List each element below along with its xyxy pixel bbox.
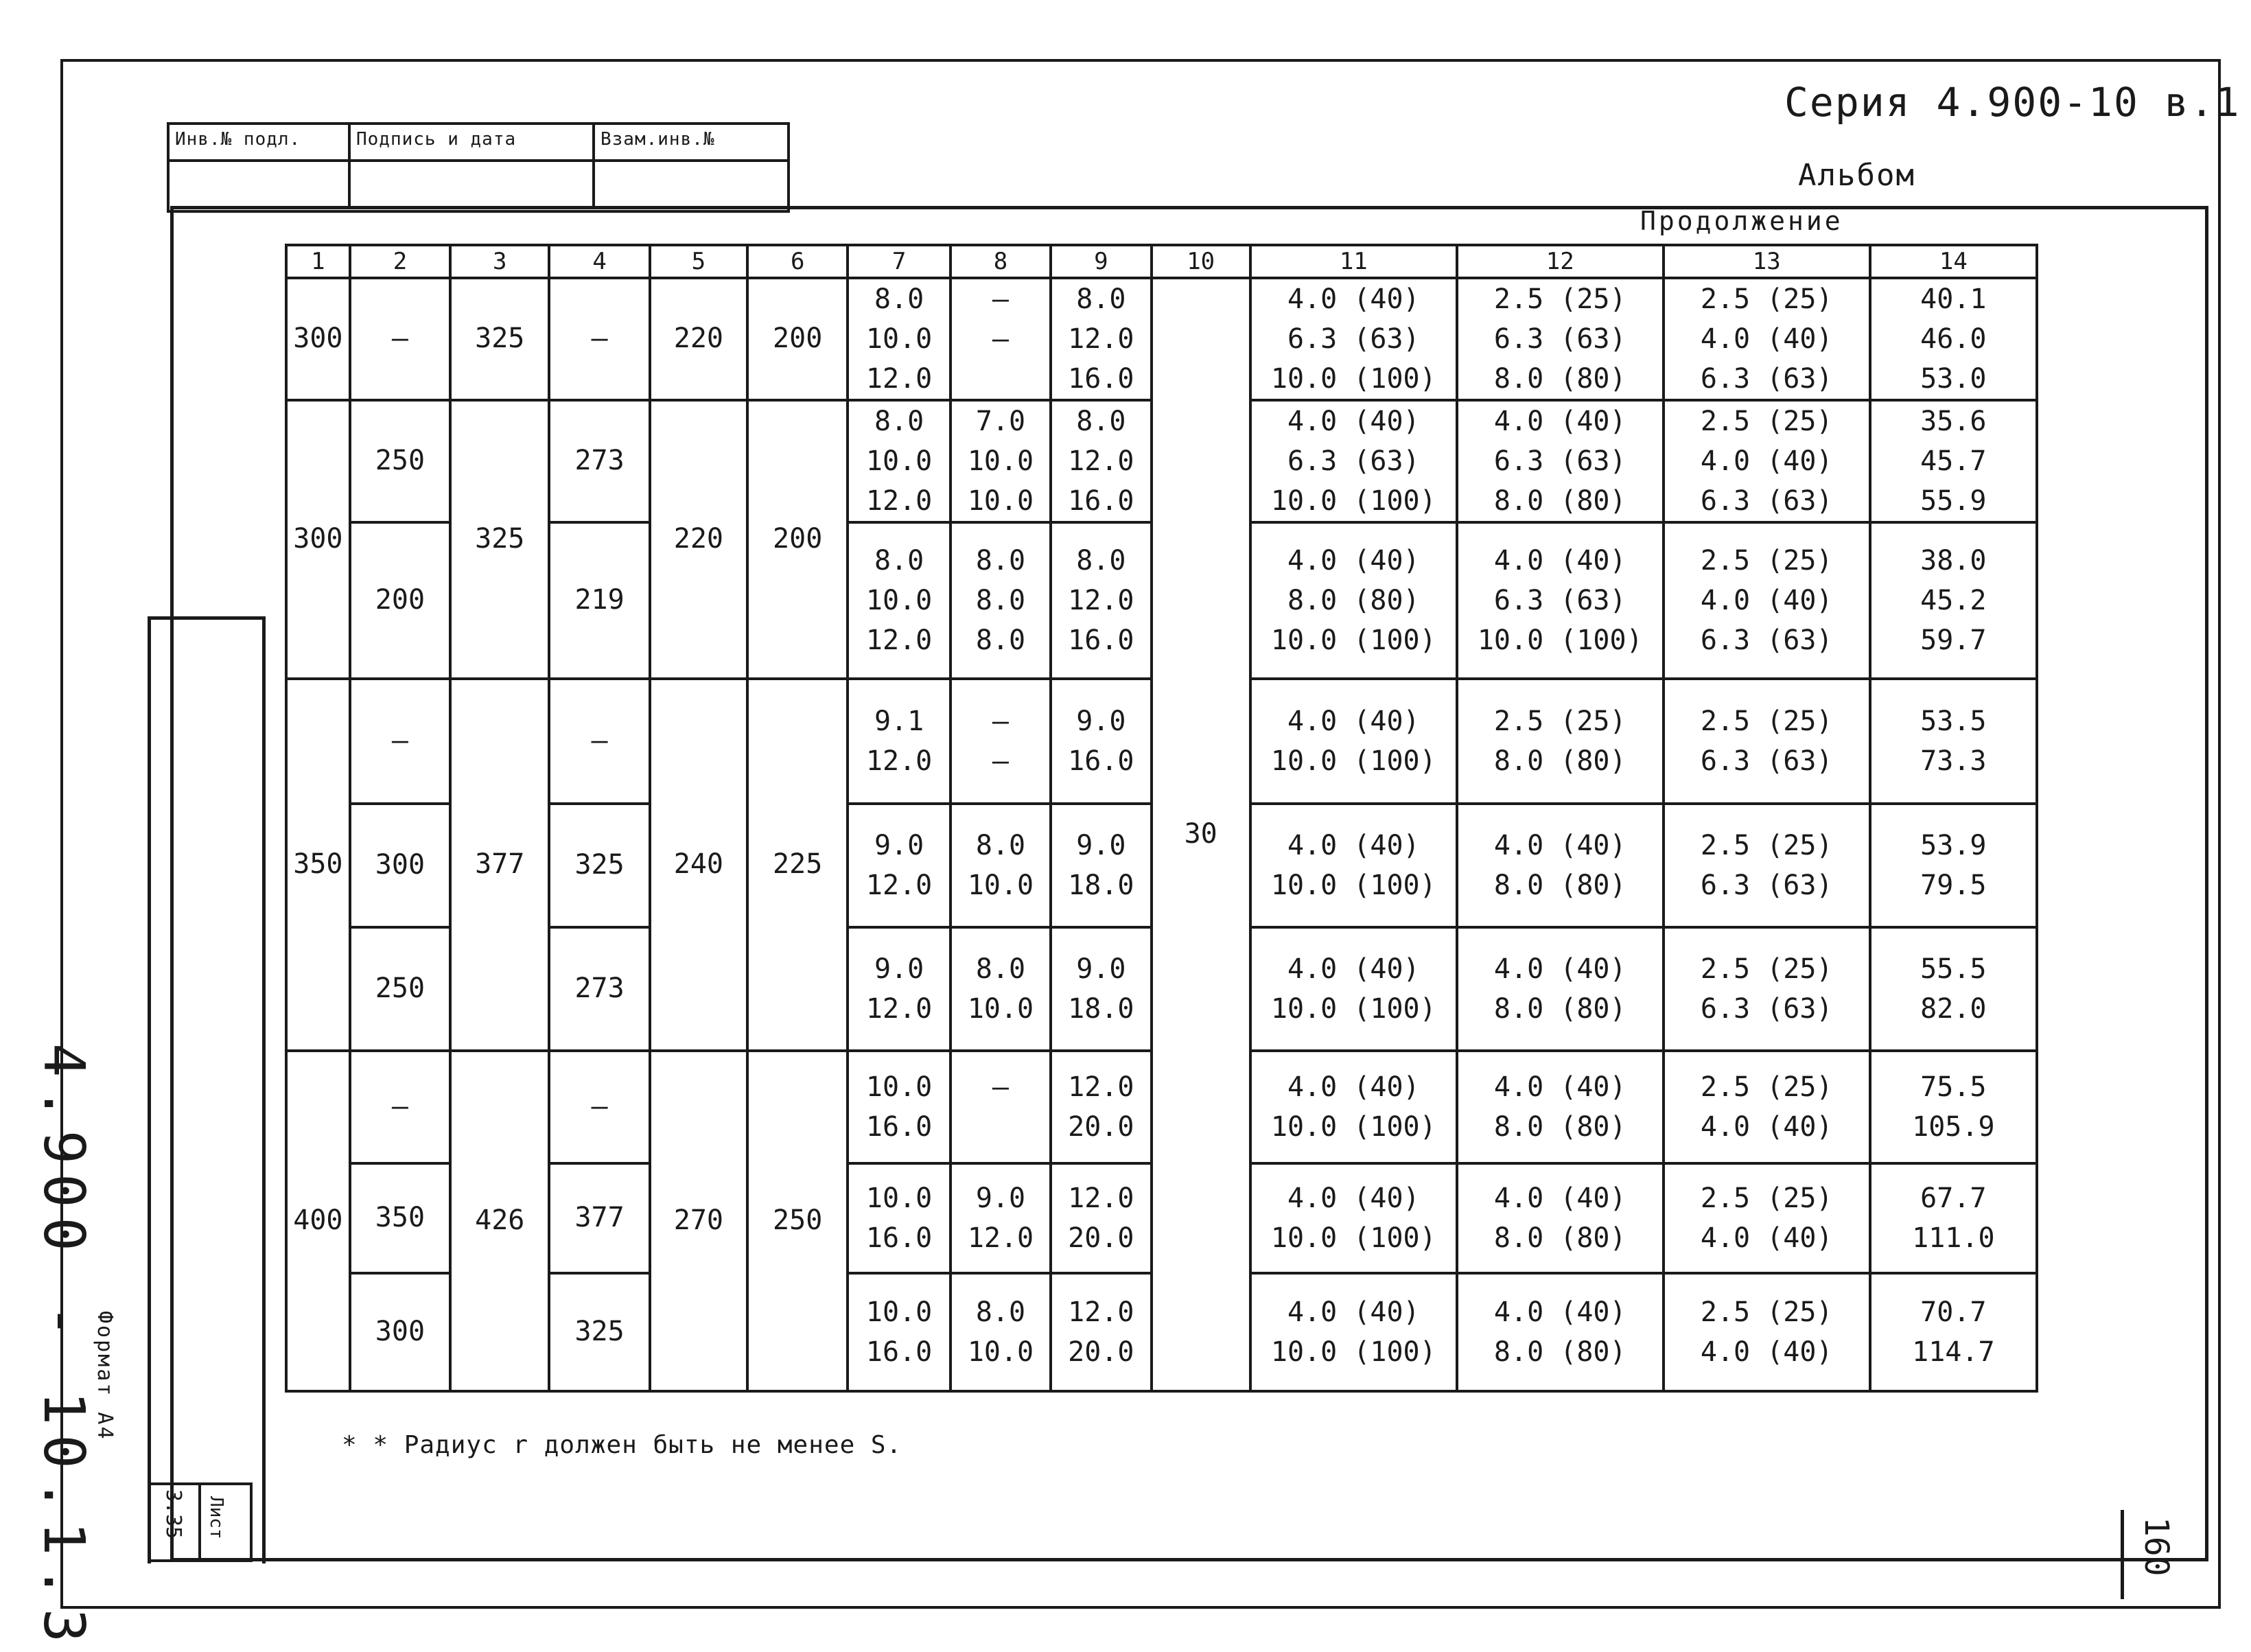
cell-pressure-12-line: 8.0 (80) — [1493, 1111, 1626, 1143]
cell-wall-7-line: 9.0 — [874, 953, 924, 985]
cell-wall-8-line: — — [992, 745, 1010, 777]
cell-wall-7-line: 16.0 — [865, 1111, 933, 1143]
cell-wall-9-line: 20.0 — [1068, 1336, 1134, 1368]
stamp-cell-replaces — [595, 125, 784, 207]
column-header-12: 12 — [1457, 245, 1664, 278]
cell-wall-8-line: 9.0 — [975, 1183, 1026, 1214]
cell-dimension-5: 240 — [650, 679, 747, 1051]
cell-pressure-13-line: 4.0 (40) — [1700, 585, 1833, 616]
column-header-11: 11 — [1250, 245, 1457, 278]
cell-branch-outer-diameter: 219 — [549, 522, 649, 679]
cell-wall-8-line: — — [992, 1071, 1010, 1103]
cell-wall-9 — [1051, 679, 1151, 804]
cell-pressure-13 — [1664, 400, 1870, 522]
cell-wall-7-line: 9.1 — [874, 706, 924, 737]
cell-mass-14-line: 59.7 — [1920, 625, 1987, 656]
cell-pressure-11-line: 4.0 (40) — [1287, 545, 1420, 577]
column-10-value: 30 — [1184, 818, 1217, 850]
cell-outer-diameter: 377 — [450, 679, 549, 1051]
cell-pressure-12 — [1457, 400, 1664, 522]
cell-wall-9-line: 12.0 — [1068, 1071, 1134, 1103]
side-code-box — [148, 616, 266, 1563]
cell-mass-14-line: 45.7 — [1920, 445, 1987, 477]
cell-pressure-12-line: 8.0 (80) — [1493, 993, 1626, 1025]
cell-wall-9-line: 18.0 — [1068, 870, 1134, 901]
cell-pressure-12-line: 8.0 (80) — [1493, 1222, 1626, 1254]
cell-wall-8-line: 10.0 — [967, 1336, 1034, 1368]
cell-pressure-11 — [1250, 927, 1457, 1051]
cell-wall-7-line: 12.0 — [865, 625, 933, 656]
column-header-8: 8 — [950, 245, 1051, 278]
cell-pressure-13 — [1664, 927, 1870, 1051]
cell-wall-7-line: 10.0 — [865, 445, 933, 477]
cell-wall-7-line: 10.0 — [865, 1296, 933, 1328]
cell-outer-diameter: 325 — [450, 278, 549, 400]
cell-wall-8-line: 8.0 — [975, 953, 1026, 985]
cell-wall-7-line: 12.0 — [865, 363, 933, 395]
cell-wall-7-line: 12.0 — [865, 870, 933, 901]
stamp-cell-signature — [351, 125, 595, 207]
cell-wall-8-line: — — [992, 706, 1010, 737]
cell-pressure-13 — [1664, 1051, 1870, 1163]
cell-branch-outer-diameter: 325 — [549, 804, 649, 927]
cell-wall-9-line: 12.0 — [1068, 1296, 1134, 1328]
cell-branch-diameter: — — [350, 1051, 450, 1163]
cell-wall-9-line: 12.0 — [1068, 445, 1134, 477]
cell-pressure-12 — [1457, 927, 1664, 1051]
cell-wall-9 — [1051, 278, 1151, 400]
cell-wall-8-line: 8.0 — [975, 545, 1026, 577]
cell-pressure-11-line: 10.0 (100) — [1270, 485, 1436, 517]
cell-wall-7-line: 10.0 — [865, 585, 933, 616]
cell-pressure-12 — [1457, 804, 1664, 927]
cell-branch-diameter: 300 — [350, 1273, 450, 1391]
column-header-3: 3 — [450, 245, 549, 278]
cell-mass-14 — [1870, 679, 2037, 804]
cell-wall-9-line: 12.0 — [1068, 1183, 1134, 1214]
cell-wall-9-line: 16.0 — [1068, 625, 1134, 656]
cell-dimension-5: 220 — [650, 400, 747, 679]
cell-pressure-13 — [1664, 1163, 1870, 1273]
cell-pressure-11-line: 4.0 (40) — [1287, 406, 1420, 437]
cell-wall-8-line — [952, 359, 1049, 399]
cell-mass-14-line: 79.5 — [1920, 870, 1987, 901]
cell-branch-diameter: 250 — [350, 927, 450, 1051]
cell-wall-9-line: 20.0 — [1068, 1111, 1134, 1143]
cell-wall-7-line: 10.0 — [865, 1183, 933, 1214]
cell-pressure-13 — [1664, 804, 1870, 927]
stamp-inv-label: Инв.№ подл. — [175, 129, 301, 150]
cell-pressure-11-line: 6.3 (63) — [1287, 445, 1420, 477]
cell-wall-7-line: 12.0 — [865, 485, 933, 517]
cell-pressure-12 — [1457, 522, 1664, 679]
specification-table — [285, 244, 2038, 1441]
cell-pressure-11-line: 10.0 (100) — [1270, 625, 1436, 656]
cell-mass-14-line: 67.7 — [1920, 1183, 1987, 1214]
cell-branch-outer-diameter: — — [549, 1051, 649, 1163]
column-header-5: 5 — [650, 245, 747, 278]
cell-pressure-13 — [1664, 1273, 1870, 1391]
cell-wall-7-line: 16.0 — [865, 1222, 933, 1254]
cell-pressure-12-line: 6.3 (63) — [1493, 445, 1626, 477]
cell-pressure-11-line: 10.0 (100) — [1270, 870, 1436, 901]
column-header-9: 9 — [1051, 245, 1151, 278]
cell-mass-14 — [1870, 1273, 2037, 1391]
cell-mass-14 — [1870, 1163, 2037, 1273]
cell-branch-diameter: — — [350, 679, 450, 804]
cell-wall-9-line: 8.0 — [1076, 406, 1126, 437]
cell-wall-9 — [1051, 1051, 1151, 1163]
cell-wall-8-line: 8.0 — [975, 625, 1026, 656]
cell-pressure-12-line: 10.0 (100) — [1477, 625, 1643, 656]
cell-pressure-13-line: 2.5 (25) — [1700, 1296, 1833, 1328]
cell-pressure-12-line: 8.0 (80) — [1493, 485, 1626, 517]
cell-branch-outer-diameter: 273 — [549, 400, 649, 522]
cell-wall-9-line: 9.0 — [1076, 706, 1126, 737]
cell-nominal-diameter: 300 — [286, 400, 350, 679]
cell-pressure-13-line: 2.5 (25) — [1700, 830, 1833, 861]
cell-mass-14-line: 53.5 — [1920, 706, 1987, 737]
cell-pressure-12-line: 2.5 (25) — [1493, 706, 1626, 737]
cell-pressure-12-line: 4.0 (40) — [1493, 953, 1626, 985]
cell-pressure-13-line: 4.0 (40) — [1700, 1222, 1833, 1254]
cell-branch-diameter: 350 — [350, 1163, 450, 1273]
cell-wall-8 — [950, 679, 1051, 804]
cell-pressure-11-line: 10.0 (100) — [1270, 1111, 1436, 1143]
cell-wall-8 — [950, 522, 1051, 679]
cell-mass-14-line: 53.0 — [1920, 363, 1987, 395]
cell-wall-9-line: 9.0 — [1076, 830, 1126, 861]
column-header-1: 1 — [286, 245, 350, 278]
cell-wall-7 — [848, 522, 950, 679]
cell-pressure-12 — [1457, 1051, 1664, 1163]
data-table — [285, 244, 2038, 1393]
cell-dimension-6: 200 — [747, 400, 848, 679]
cell-outer-diameter: 426 — [450, 1051, 549, 1391]
cell-pressure-11-line: 10.0 (100) — [1270, 363, 1436, 395]
cell-wall-8 — [950, 804, 1051, 927]
cell-wall-7 — [848, 1163, 950, 1273]
cell-mass-14 — [1870, 927, 2037, 1051]
cell-pressure-12-line: 4.0 (40) — [1493, 1071, 1626, 1103]
cell-mass-14 — [1870, 400, 2037, 522]
cell-pressure-11 — [1250, 1163, 1457, 1273]
cell-dimension-6: 225 — [747, 679, 848, 1051]
cell-wall-9-line: 16.0 — [1068, 363, 1134, 395]
cell-mass-14-line: 35.6 — [1920, 406, 1987, 437]
column-header-4: 4 — [549, 245, 649, 278]
cell-pressure-11-line: 4.0 (40) — [1287, 830, 1420, 861]
cell-pressure-11-line: 4.0 (40) — [1287, 1183, 1420, 1214]
cell-mass-14-line: 75.5 — [1920, 1071, 1987, 1103]
cell-pressure-12-line: 4.0 (40) — [1493, 406, 1626, 437]
sheet-number: 3.35 — [161, 1489, 185, 1539]
cell-pressure-11-line: 6.3 (63) — [1287, 323, 1420, 355]
cell-pressure-13-line: 2.5 (25) — [1700, 953, 1833, 985]
cell-wall-8-line: 10.0 — [967, 993, 1034, 1025]
cell-pressure-13-line: 4.0 (40) — [1700, 323, 1833, 355]
cell-wall-7 — [848, 1273, 950, 1391]
cell-pressure-12-line: 4.0 (40) — [1493, 1183, 1626, 1214]
cell-wall-7-line: 12.0 — [865, 993, 933, 1025]
cell-pressure-11-line: 10.0 (100) — [1270, 1222, 1436, 1254]
cell-dimension-6: 250 — [747, 1051, 848, 1391]
cell-branch-diameter: — — [350, 278, 450, 400]
cell-wall-8-line: 7.0 — [975, 406, 1026, 437]
cell-pressure-13-line: 6.3 (63) — [1700, 625, 1833, 656]
cell-pressure-13-line: 6.3 (63) — [1700, 745, 1833, 777]
cell-branch-diameter: 300 — [350, 804, 450, 927]
cell-pressure-11-line: 10.0 (100) — [1270, 745, 1436, 777]
cell-wall-9-line: 16.0 — [1068, 485, 1134, 517]
cell-branch-diameter: 250 — [350, 400, 450, 522]
column-header-6: 6 — [747, 245, 848, 278]
cell-pressure-11-line: 4.0 (40) — [1287, 953, 1420, 985]
title-stamp — [167, 122, 790, 213]
cell-wall-9 — [1051, 927, 1151, 1051]
cell-mass-14-line: 70.7 — [1920, 1296, 1987, 1328]
cell-wall-8 — [950, 400, 1051, 522]
cell-pressure-13 — [1664, 278, 1870, 400]
stamp-signature-label: Подпись и дата — [356, 129, 517, 150]
cell-mass-14-line: 105.9 — [1912, 1111, 1995, 1143]
cell-wall-8-line: 8.0 — [975, 1296, 1026, 1328]
cell-pressure-13-line: 6.3 (63) — [1700, 993, 1833, 1025]
cell-pressure-13-line: 4.0 (40) — [1700, 1336, 1833, 1368]
document-code: 4.900 - 10.1.3 — [31, 1043, 96, 1652]
cell-wall-9 — [1051, 1163, 1151, 1273]
column-header-2: 2 — [350, 245, 450, 278]
cell-wall-7-line: 10.0 — [865, 323, 933, 355]
cell-pressure-13-line: 4.0 (40) — [1700, 1111, 1833, 1143]
cell-wall-7-line: 9.0 — [874, 830, 924, 861]
cell-mass-14-line: 55.9 — [1920, 485, 1987, 517]
cell-wall-7-line: 12.0 — [865, 745, 933, 777]
cell-mass-14 — [1870, 278, 2037, 400]
cell-mass-14-line: 46.0 — [1920, 323, 1987, 355]
cell-wall-9-line: 12.0 — [1068, 585, 1134, 616]
sheet-label: Лист — [206, 1496, 226, 1539]
cell-pressure-13-line: 6.3 (63) — [1700, 485, 1833, 517]
cell-column-10 — [1152, 278, 1250, 1391]
cell-wall-9-line: 16.0 — [1068, 745, 1134, 777]
cell-pressure-13-line: 6.3 (63) — [1700, 870, 1833, 901]
cell-pressure-13-line: 2.5 (25) — [1700, 1071, 1833, 1103]
cell-mass-14-line: 38.0 — [1920, 545, 1987, 577]
cell-outer-diameter: 325 — [450, 400, 549, 679]
cell-pressure-12 — [1457, 278, 1664, 400]
cell-pressure-13-line: 2.5 (25) — [1700, 1183, 1833, 1214]
cell-dimension-6: 200 — [747, 278, 848, 400]
cell-wall-7 — [848, 927, 950, 1051]
cell-dimension-5: 220 — [650, 278, 747, 400]
cell-pressure-11 — [1250, 1051, 1457, 1163]
cell-wall-8 — [950, 278, 1051, 400]
cell-wall-8-line: 10.0 — [967, 485, 1034, 517]
cell-pressure-11-line: 10.0 (100) — [1270, 1336, 1436, 1368]
cell-wall-8-line: 10.0 — [967, 445, 1034, 477]
cell-pressure-13-line: 2.5 (25) — [1700, 706, 1833, 737]
table-row — [286, 278, 2037, 400]
album-label: Альбом — [1798, 158, 1915, 193]
cell-branch-diameter: 200 — [350, 522, 450, 679]
column-header-14: 14 — [1870, 245, 2037, 278]
cell-dimension-5: 270 — [650, 1051, 747, 1391]
cell-pressure-12-line: 8.0 (80) — [1493, 870, 1626, 901]
cell-wall-7 — [848, 804, 950, 927]
cell-pressure-12-line: 4.0 (40) — [1493, 545, 1626, 577]
cell-pressure-11-line: 4.0 (40) — [1287, 706, 1420, 737]
cell-mass-14-line: 73.3 — [1920, 745, 1987, 777]
cell-mass-14-line: 111.0 — [1912, 1222, 1995, 1254]
cell-wall-9 — [1051, 522, 1151, 679]
cell-wall-8-line: — — [992, 323, 1010, 355]
cell-wall-8 — [950, 1273, 1051, 1391]
cell-wall-9-line: 20.0 — [1068, 1222, 1134, 1254]
cell-wall-8-line: 12.0 — [967, 1222, 1034, 1254]
format-label: Формат А4 — [93, 1311, 117, 1441]
cell-wall-9 — [1051, 1273, 1151, 1391]
cell-pressure-12-line: 8.0 (80) — [1493, 1336, 1626, 1368]
cell-wall-7 — [848, 400, 950, 522]
cell-wall-8 — [950, 1163, 1051, 1273]
cell-wall-8-line: 10.0 — [967, 870, 1034, 901]
cell-pressure-12-line: 6.3 (63) — [1493, 585, 1626, 616]
cell-pressure-12 — [1457, 1163, 1664, 1273]
cell-pressure-11-line: 10.0 (100) — [1270, 993, 1436, 1025]
cell-pressure-11-line: 4.0 (40) — [1287, 1071, 1420, 1103]
cell-wall-8-line — [952, 1107, 1049, 1147]
cell-wall-9-line: 9.0 — [1076, 953, 1126, 985]
cell-wall-7 — [848, 278, 950, 400]
stamp-cell-inv — [170, 125, 351, 207]
cell-pressure-13-line: 2.5 (25) — [1700, 545, 1833, 577]
cell-mass-14-line: 45.2 — [1920, 585, 1987, 616]
cell-pressure-11-line: 4.0 (40) — [1287, 1296, 1420, 1328]
cell-wall-7-line: 10.0 — [865, 1071, 933, 1103]
cell-pressure-13 — [1664, 679, 1870, 804]
column-header-13: 13 — [1664, 245, 1870, 278]
cell-mass-14-line: 40.1 — [1920, 283, 1987, 315]
cell-pressure-13 — [1664, 522, 1870, 679]
cell-wall-8 — [950, 1051, 1051, 1163]
cell-pressure-11 — [1250, 679, 1457, 804]
cell-mass-14 — [1870, 804, 2037, 927]
cell-nominal-diameter: 350 — [286, 679, 350, 1051]
cell-pressure-12-line: 4.0 (40) — [1493, 830, 1626, 861]
cell-pressure-11-line: 8.0 (80) — [1287, 585, 1420, 616]
cell-pressure-12-line: 6.3 (63) — [1493, 323, 1626, 355]
cell-nominal-diameter: 400 — [286, 1051, 350, 1391]
cell-pressure-12-line: 2.5 (25) — [1493, 283, 1626, 315]
cell-wall-8-line: 8.0 — [975, 830, 1026, 861]
page-number: 160 — [2137, 1517, 2176, 1577]
header-row — [286, 245, 2037, 278]
cell-pressure-12-line: 8.0 (80) — [1493, 745, 1626, 777]
cell-wall-9-line: 8.0 — [1076, 283, 1126, 315]
cell-mass-14-line: 55.5 — [1920, 953, 1987, 985]
cell-wall-7 — [848, 1051, 950, 1163]
cell-wall-7 — [848, 679, 950, 804]
column-header-7: 7 — [848, 245, 950, 278]
cell-mass-14 — [1870, 1051, 2037, 1163]
footnote: * * Радиус r должен быть не менее S. — [342, 1431, 902, 1459]
cell-pressure-11 — [1250, 400, 1457, 522]
cell-wall-7-line: 8.0 — [874, 283, 924, 315]
cell-wall-8-line: — — [992, 283, 1010, 315]
cell-pressure-13-line: 6.3 (63) — [1700, 363, 1833, 395]
cell-mass-14 — [1870, 522, 2037, 679]
cell-wall-9-line: 12.0 — [1068, 323, 1134, 355]
cell-wall-9 — [1051, 400, 1151, 522]
cell-wall-9-line: 18.0 — [1068, 993, 1134, 1025]
cell-branch-outer-diameter: 325 — [549, 1273, 649, 1391]
cell-wall-9 — [1051, 804, 1151, 927]
cell-pressure-11 — [1250, 1273, 1457, 1391]
cell-mass-14-line: 53.9 — [1920, 830, 1987, 861]
cell-wall-9-line: 8.0 — [1076, 545, 1126, 577]
cell-pressure-11 — [1250, 804, 1457, 927]
cell-wall-7-line: 8.0 — [874, 406, 924, 437]
cell-pressure-11-line: 4.0 (40) — [1287, 283, 1420, 315]
cell-wall-7-line: 16.0 — [865, 1336, 933, 1368]
cell-mass-14-line: 114.7 — [1912, 1336, 1995, 1368]
stamp-replaces-label: Взам.инв.№ — [600, 129, 715, 150]
cell-wall-8-line: 8.0 — [975, 585, 1026, 616]
cell-pressure-13-line: 4.0 (40) — [1700, 445, 1833, 477]
cell-pressure-12 — [1457, 679, 1664, 804]
cell-pressure-11 — [1250, 278, 1457, 400]
cell-branch-outer-diameter: 377 — [549, 1163, 649, 1273]
continuation-label: Продолжение — [1640, 206, 1843, 236]
cell-branch-outer-diameter: — — [549, 278, 649, 400]
cell-pressure-12-line: 8.0 (80) — [1493, 363, 1626, 395]
cell-wall-8 — [950, 927, 1051, 1051]
cell-branch-outer-diameter: — — [549, 679, 649, 804]
series-label: Серия 4.900-10 в.1 — [1784, 79, 2241, 126]
cell-wall-7-line: 8.0 — [874, 545, 924, 577]
cell-pressure-12 — [1457, 1273, 1664, 1391]
cell-pressure-12-line: 4.0 (40) — [1493, 1296, 1626, 1328]
cell-pressure-11 — [1250, 522, 1457, 679]
column-header-10: 10 — [1152, 245, 1250, 278]
cell-pressure-13-line: 2.5 (25) — [1700, 406, 1833, 437]
cell-pressure-13-line: 2.5 (25) — [1700, 283, 1833, 315]
cell-mass-14-line: 82.0 — [1920, 993, 1987, 1025]
cell-branch-outer-diameter: 273 — [549, 927, 649, 1051]
cell-nominal-diameter: 300 — [286, 278, 350, 400]
